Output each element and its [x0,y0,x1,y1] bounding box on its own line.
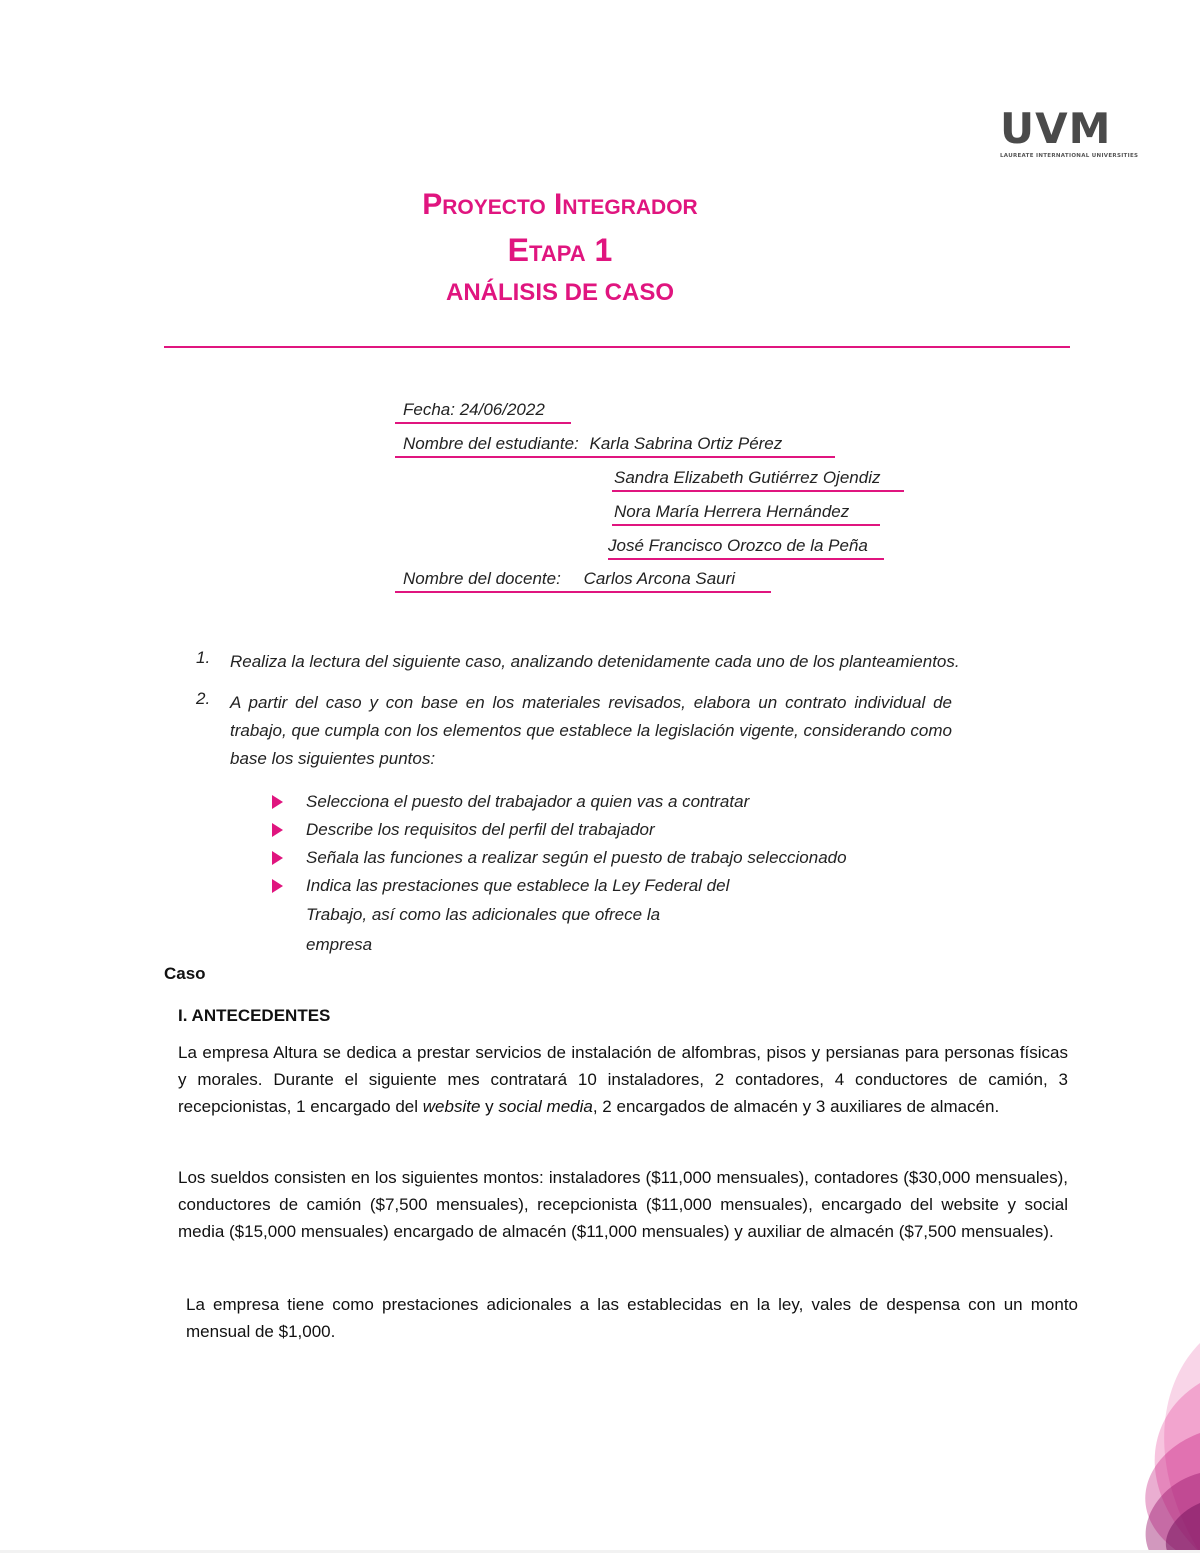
paragraph-2: Los sueldos consisten en los siguientes montos: instaladores ($11,000 mensuales), contadores ($30,000 mensuales), conductores de camión ($7,500 mensuales), recepcionista ($11,000 mensuales), encargado del website y social media ($15,000 mensuales) encargado de almacén ($11,000 mensuales) y auxiliar de almacén ($7,500 mensuales). [178,1168,1068,1241]
student-name-2: Sandra Elizabeth Gutiérrez Ojendiz [614,468,881,487]
paragraph-1-part-b: y [480,1097,499,1116]
bullet-text: Indica las prestaciones que establece la Ley Federal del [306,876,730,895]
student-label: Nombre del estudiante: [403,434,579,453]
date-field [395,400,571,424]
bullet-text: Trabajo, así como las adicionales que ofrece la [306,905,661,924]
student-name-3-row [612,502,880,526]
bullet-text: Describe los requisitos del perfil del trabajador [306,820,655,839]
student-name-4-row [608,536,884,560]
bullet-text: empresa [306,935,373,954]
paragraph-3: La empresa tiene como prestaciones adicionales a las establecidas en la ley, vales de despensa con un monto mensual de $1,000. [186,1295,1078,1341]
paragraph-1-part-c: , 2 encargados de almacén y 3 auxiliares de almacén. [592,1097,1000,1116]
arrow-bullet-icon [272,795,283,809]
bullet-text: Señala las funciones a realizar según el puesto de trabajo seleccionado [306,848,847,867]
teacher-label: Nombre del docente: [403,569,561,588]
teacher-row [395,569,771,593]
paragraph-1-part-a: La empresa Altura se dedica a prestar servicios de instalación de alfombras, pisos y persianas para personas físicas y morales. Durante el siguiente mes contratará 10 instaladores, 2 contadores, 4 conductores de camión, 3 recepcionistas, 1 encargado del [178,1043,1068,1116]
student-name-3: Nora María Herrera Hernández [614,502,850,521]
logo-text: UVM [1000,104,1112,153]
decorative-petals-graphic [1090,1343,1200,1553]
paragraph-1 [178,1039,1068,1120]
title-divider [164,346,1070,348]
section-heading: I. ANTECEDENTES [178,1006,331,1025]
paragraph-1-website: website [422,1097,481,1116]
title-line-2: Etapa 1 [507,232,613,268]
student-name-2-row [612,468,904,492]
date-text: Fecha: 24/06/2022 [403,400,545,419]
student-name-4: José Francisco Orozco de la Peña [608,536,868,555]
bullet-text: Selecciona el puesto del trabajador a quien vas a contratar [306,792,750,811]
student-name-row [395,434,835,458]
instruction-text: A partir del caso y con base en los materiales revisados, elabora un contrato individual de trabajo, que cumpla con los elementos que establece la legislación vigente, considerando como base los siguientes puntos: [230,693,952,768]
instruction-1 [196,648,1076,678]
arrow-bullet-icon [272,879,283,893]
paragraph-1-social-media: social media [498,1097,593,1116]
caso-label: Caso [164,964,206,983]
instruction-number: 1. [196,648,211,667]
arrow-bullet-icon [272,823,283,837]
arrow-bullet-icon [272,851,283,865]
title-line-1: Proyecto Integrador [422,188,698,221]
instruction-text: Realiza la lectura del siguiente caso, analizando detenidamente cada uno de los planteamientos. [230,652,960,671]
instruction-2 [196,689,956,779]
teacher-name: Carlos Arcona Sauri [583,569,736,588]
title-line-3: ANÁLISIS DE CASO [445,279,675,306]
student-name-1: Karla Sabrina Ortiz Pérez [589,434,783,453]
instruction-number: 2. [196,689,211,708]
logo-subtitle: LAUREATE INTERNATIONAL UNIVERSITIES [1000,153,1139,159]
uvm-logo [1000,104,1139,160]
